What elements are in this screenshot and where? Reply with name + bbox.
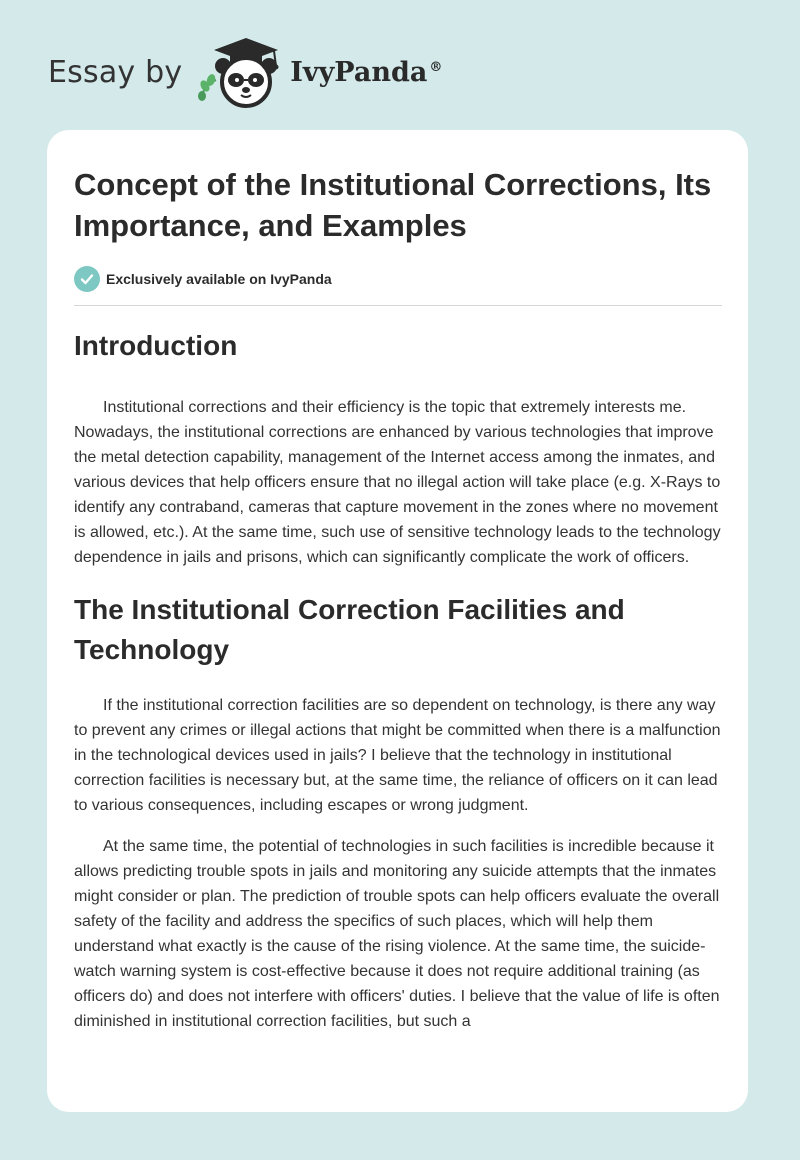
- title-divider: [74, 305, 722, 306]
- brand-name-text: IvyPanda: [290, 56, 428, 88]
- check-circle-icon: [74, 266, 100, 292]
- paragraph: Institutional corrections and their efficiency is the topic that extremely interests me. Nowadays, the institutional corrections are enhanced by various technologies that improve the metal detection capability, management of the Internet access among the inmates, and various devices that help officers ensure that no illegal action will take place (e.g. X-Rays to identify any contraband, cameras that capture movement in the zones where no movement is allowed, etc.). At the same time, such use of sensitive technology leads to the technology dependence in jails and prisons, which can significantly complicate the work of officers.: [74, 399, 721, 566]
- badge-text: Exclusively available on IvyPanda: [106, 271, 332, 287]
- section-heading: The Institutional Correction Facilities and Technology: [74, 594, 625, 665]
- section-introduction: [74, 326, 722, 570]
- site-header: [48, 36, 442, 108]
- essay-title: Concept of the Institutional Corrections, Its Importance, and Examples: [74, 167, 712, 243]
- essay-card: [47, 130, 748, 1112]
- panda-graduate-icon[interactable]: [196, 36, 282, 108]
- section-heading: Introduction: [74, 330, 238, 361]
- registered-mark: ®: [429, 59, 443, 75]
- section-facilities-technology: [74, 590, 722, 1034]
- paragraph: At the same time, the potential of technologies in such facilities is incredible because it allows predicting trouble spots in jails and monitoring any suicide attempts that the inmates might consider or plan. The prediction of trouble spots can help officers evaluate the overall safety of the facility and address the specifics of such places, which will help them understand what exactly is the cause of the rising violence. At the same time, the suicide-watch warning system is cost-effective because it does not require additional training (as officers do) and does not interfere with officers' duties. I believe that the value of life is often diminished in institutional correction facilities, but such a: [74, 838, 720, 1030]
- checkmark-icon: [80, 272, 94, 286]
- brand-name[interactable]: [290, 57, 442, 88]
- brand-prefix: Essay by: [48, 54, 183, 90]
- essay-content: [47, 130, 748, 1034]
- exclusive-badge: [74, 265, 722, 293]
- paragraph: If the institutional correction facilities are so dependent on technology, is there any way to prevent any crimes or illegal actions that might be committed when there is a malfunction in the technological devices used in jails? I believe that the technology in institutional correction facilities is necessary but, at the same time, the reliance of officers on it can lead to various consequences, including escapes or wrong judgment.: [74, 697, 721, 814]
